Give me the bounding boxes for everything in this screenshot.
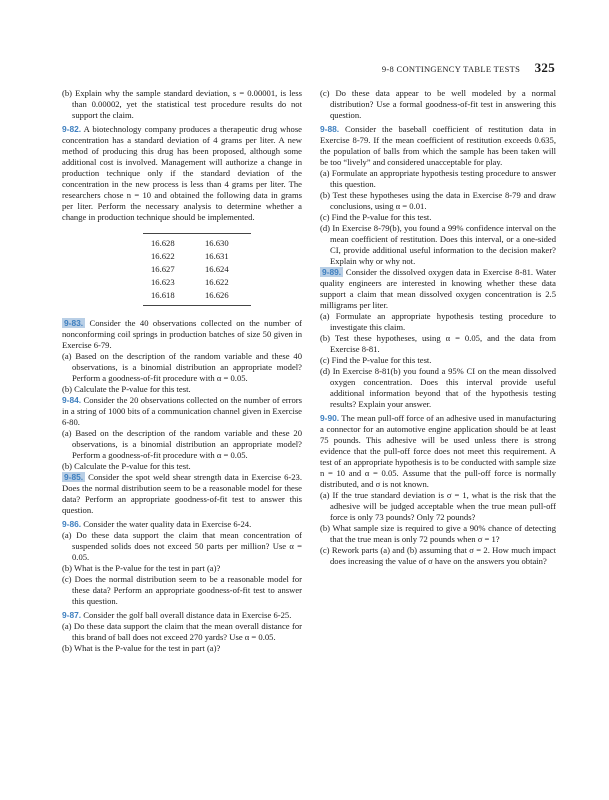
exercise-9-88 (320, 124, 556, 168)
exercise-text: Consider the golf ball overall distance data in Exercise 6-25. (83, 610, 292, 620)
exercise-9-86 (62, 519, 302, 530)
table-row (143, 263, 251, 276)
table-row (143, 289, 251, 306)
table-cell: 16.622 (151, 251, 175, 261)
part-a: (a) Formulate an appropriate hypothesis testing procedure to answer this question. (320, 168, 556, 189)
part-b: (b) What is the P-value for the test in part (a)? (62, 563, 221, 573)
part-c: (c) Rework parts (a) and (b) assuming that σ = 2. How much impact does increasing the value of σ have on the answers you obtain? (320, 545, 556, 566)
exercise-9-82 (62, 124, 302, 223)
part-a: (a) Based on the description of the random variable and these 20 observations, is a binomial distribution an appropriate model? Perform a goodness-of-fit procedure with α = 0.05. (62, 428, 302, 460)
part-c: (c) Find the P-value for this test. (320, 212, 432, 222)
exercise-9-85 (62, 472, 302, 516)
part-c-continued: (c) Do these data appear to be well modeled by a normal distribution? Use a formal goodness-of-fit test in answering this question. (320, 88, 556, 120)
right-column (320, 88, 556, 567)
exercise-number: 9-84. (62, 395, 82, 405)
left-column (62, 88, 302, 654)
section-title: 9-8 CONTINGENCY TABLE TESTS (381, 64, 521, 74)
table-cell: 16.624 (205, 264, 229, 274)
part-b: (b) Calculate the P-value for this test. (62, 384, 191, 394)
exercise-number: 9-89. (322, 267, 342, 277)
exercise-text: A biotechnology company produces a therapeutic drug whose concentration has a standard deviation of 4 grams per liter. A new method of producing this drug has been proposed, although some additional cost is involved. Management will authorize a change in production technique only if the standard deviation of the concentration in the new process is less than 4 grams per liter. The researchers chose n = 10 and obtained the following data in grams per liter. Perform the necessary analysis to determine whether a change in production technique should be implemented. (62, 124, 302, 222)
table-cell: 16.631 (205, 251, 229, 261)
table-row (143, 250, 251, 263)
part-a: (a) Do these data support the claim that the mean overall distance for this brand of ball does not exceed 270 yards? Use α = 0.05. (62, 621, 302, 642)
exercise-9-90 (320, 413, 556, 490)
part-d: (d) In Exercise 8-81(b) you found a 95% CI on the mean dissolved oxygen concentration. Does this interval provide useful additional information beyond that of the hypothesis testing results? Explain your answer. (320, 366, 556, 409)
exercise-text: Consider the 20 observations collected on the number of errors in a string of 1000 bits of a communication channel given in Exercise 6-80. (62, 395, 302, 427)
exercise-number: 9-87. (62, 610, 82, 620)
part-b-continued: (b) Explain why the sample standard deviation, s = 0.00001, is less than 0.00002, yet the statistical test procedure results do not support the claim. (62, 88, 302, 120)
exercise-number: 9-88. (320, 124, 340, 134)
table-cell: 16.622 (205, 277, 229, 287)
table-cell: 16.618 (151, 290, 175, 300)
table-cell: 16.623 (151, 277, 175, 287)
table-row (143, 234, 251, 251)
running-header (60, 60, 555, 76)
exercise-9-89 (320, 267, 556, 311)
exercise-text: The mean pull-off force of an adhesive used in manufacturing a connector for an automotive engine application should be at least 75 pounds. This adhesive will be used unless there is strong evidence that the pull-off force does not meet this requirement. A test of an appropriate hypothesis is to be conducted with sample size n = 10 and α = 0.05. Assume that the pull-off force is normally distributed, and σ is not known. (320, 413, 557, 489)
exercise-number: 9-85. (64, 472, 84, 482)
exercise-number: 9-90. (320, 413, 340, 423)
table-cell: 16.628 (151, 238, 175, 248)
part-b: (b) What is the P-value for the test in part (a)? (62, 643, 221, 653)
part-a: (a) Do these data support the claim that mean concentration of suspended solids does not exceed 50 parts per million? Use α = 0.05. (62, 530, 302, 562)
exercise-text: Consider the dissolved oxygen data in Exercise 8-81. Water quality engineers are interested in knowing whether these data support a claim that mean dissolved oxygen concentration is 2.5 milligrams per liter. (320, 267, 556, 310)
page-number: 325 (534, 60, 555, 75)
exercise-text: Consider the baseball coefficient of restitution data in Exercise 8-79. If the mean coefficient of restitution exceeds 0.635, the population of balls from which the sample has been taken will be too “lively” and considered unacceptable for play. (320, 124, 556, 167)
exercise-9-87 (62, 610, 302, 621)
exercise-number: 9-86. (62, 519, 82, 529)
exercise-text: Consider the 40 observations collected on the number of nonconforming coil springs in production batches of size 50 given in Exercise 6-79. (62, 318, 302, 350)
part-b: (b) Test these hypotheses using the data in Exercise 8-79 and draw conclusions, using α = 0.01. (320, 190, 556, 211)
part-c: (c) Find the P-value for this test. (320, 355, 432, 365)
part-b: (b) What sample size is required to give a 90% chance of detecting that the true mean is only 72 pounds when σ = 1? (320, 523, 556, 544)
table-cell: 16.630 (205, 238, 229, 248)
exercise-9-84 (62, 395, 302, 428)
part-d: (d) In Exercise 8-79(b), you found a 99% confidence interval on the mean coefficient of restitution. Does this interval, or a one-sided CI, provide additional useful information to the decision maker? Explain why or why not. (320, 223, 556, 266)
part-a: (a) Based on the description of the random variable and these 40 observations, is a binomial distribution an appropriate model? Perform a goodness-of-fit procedure with α = 0.05. (62, 351, 302, 383)
exercise-text: Consider the water quality data in Exercise 6-24. (83, 519, 252, 529)
exercise-text: Consider the spot weld shear strength data in Exercise 6-23. Does the normal distribution seem to be a reasonable model for these data? Perform an appropriate goodness-of-fit test to answer this question. (62, 472, 302, 515)
data-table (143, 233, 251, 306)
part-b: (b) Test these hypotheses, using α = 0.05, and the data from Exercise 8-81. (320, 333, 556, 354)
exercise-9-83 (62, 318, 302, 351)
part-c: (c) Does the normal distribution seem to be a reasonable model for these data? Perform an appropriate goodness-of-fit test to answer this question. (62, 574, 302, 606)
exercise-number: 9-83. (64, 318, 84, 328)
exercise-number: 9-82. (62, 124, 82, 134)
table-cell: 16.626 (205, 290, 229, 300)
part-a: (a) If the true standard deviation is σ = 1, what is the risk that the adhesive will be judged acceptable when the true mean pull-off force is only 73 pounds? Only 72 pounds? (320, 490, 556, 522)
part-a: (a) Formulate an appropriate hypothesis testing procedure to investigate this claim. (320, 311, 556, 332)
table-cell: 16.627 (151, 264, 175, 274)
table-row (143, 276, 251, 289)
part-b: (b) Calculate the P-value for this test. (62, 461, 191, 471)
